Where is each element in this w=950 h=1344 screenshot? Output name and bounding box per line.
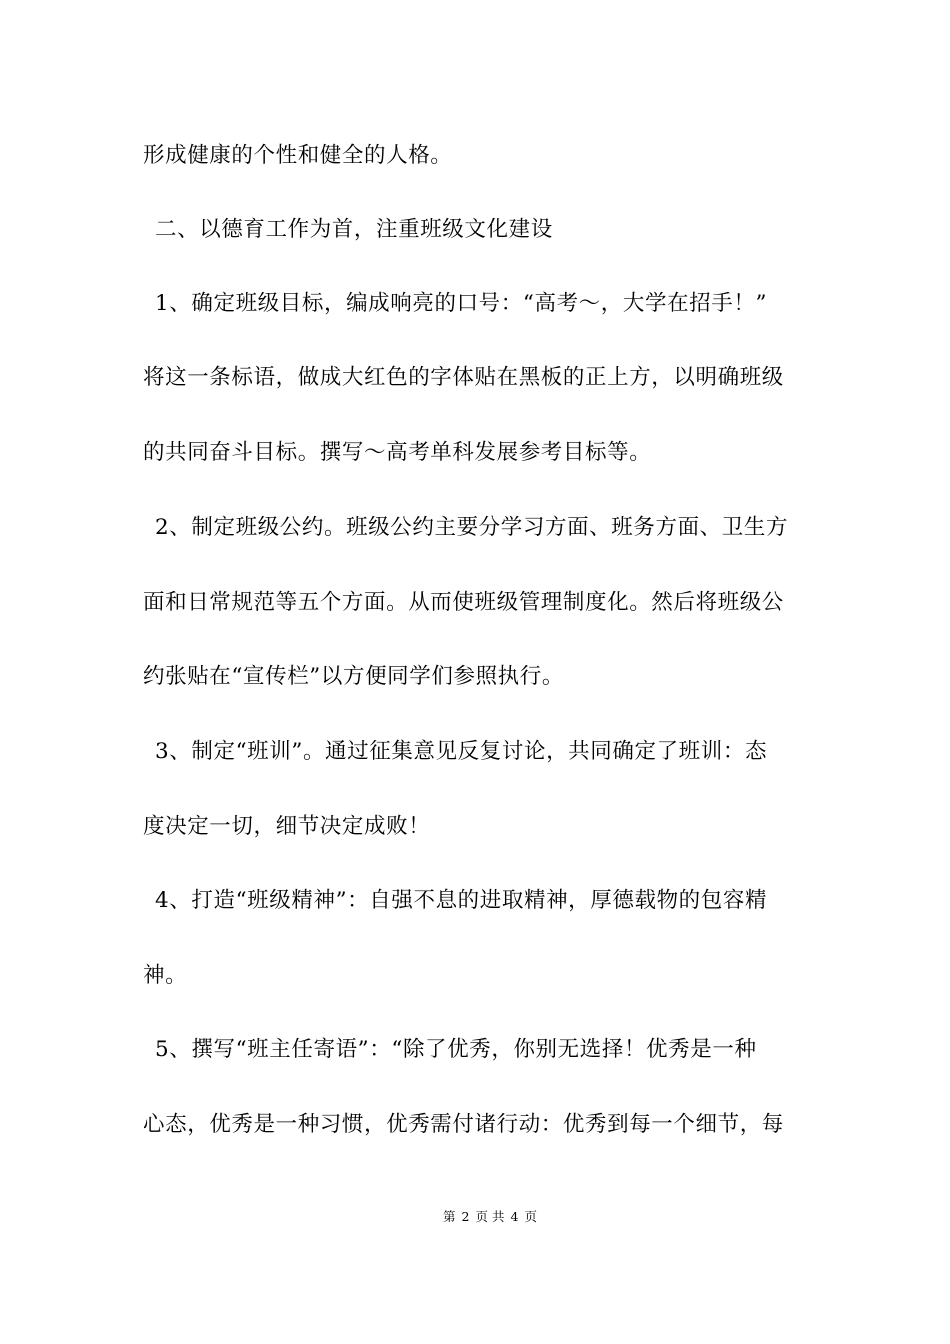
paragraph-line: 1、确定班级目标，编成响亮的口号：“高考～，大学在招手！” bbox=[155, 291, 768, 316]
paragraph-line: 神。 bbox=[143, 963, 188, 988]
section-heading: 二、以德育工作为首，注重班级文化建设 bbox=[155, 217, 553, 242]
paragraph-line: 5、撰写“班主任寄语”：“除了优秀，你别无选择！优秀是一种 bbox=[155, 1037, 757, 1062]
footer-middle: 页 共 bbox=[475, 1209, 505, 1224]
page-footer bbox=[0, 1209, 950, 1225]
paragraph-line: 4、打造“班级精神”：自强不息的进取精神，厚德载物的包容精 bbox=[155, 888, 768, 913]
footer-page-number: 2 bbox=[461, 1209, 470, 1224]
paragraph-line: 度决定一切，细节决定成败！ bbox=[143, 814, 431, 839]
paragraph-line: 约张贴在“宣传栏”以方便同学们参照执行。 bbox=[143, 664, 564, 689]
footer-suffix: 页 bbox=[524, 1209, 537, 1224]
paragraph-line: 的共同奋斗目标。撰写～高考单科发展参考目标等。 bbox=[143, 440, 652, 465]
footer-total-pages: 4 bbox=[510, 1209, 519, 1224]
paragraph-line: 形成健康的个性和健全的人格。 bbox=[143, 143, 453, 168]
paragraph-line: 将这一条标语，做成大红色的字体贴在黑板的正上方，以明确班级 bbox=[143, 365, 784, 390]
paragraph-line: 心态，优秀是一种习惯，优秀需付诸行动：优秀到每一个细节，每 bbox=[143, 1112, 784, 1137]
paragraph-line: 3、制定“班训”。通过征集意见反复讨论，共同确定了班训：态 bbox=[155, 739, 768, 764]
footer-prefix: 第 bbox=[443, 1209, 456, 1224]
paragraph-line: 2、制定班级公约。班级公约主要分学习方面、班务方面、卫生方 bbox=[155, 515, 789, 540]
paragraph-line: 面和日常规范等五个方面。从而使班级管理制度化。然后将班级公 bbox=[143, 590, 784, 615]
